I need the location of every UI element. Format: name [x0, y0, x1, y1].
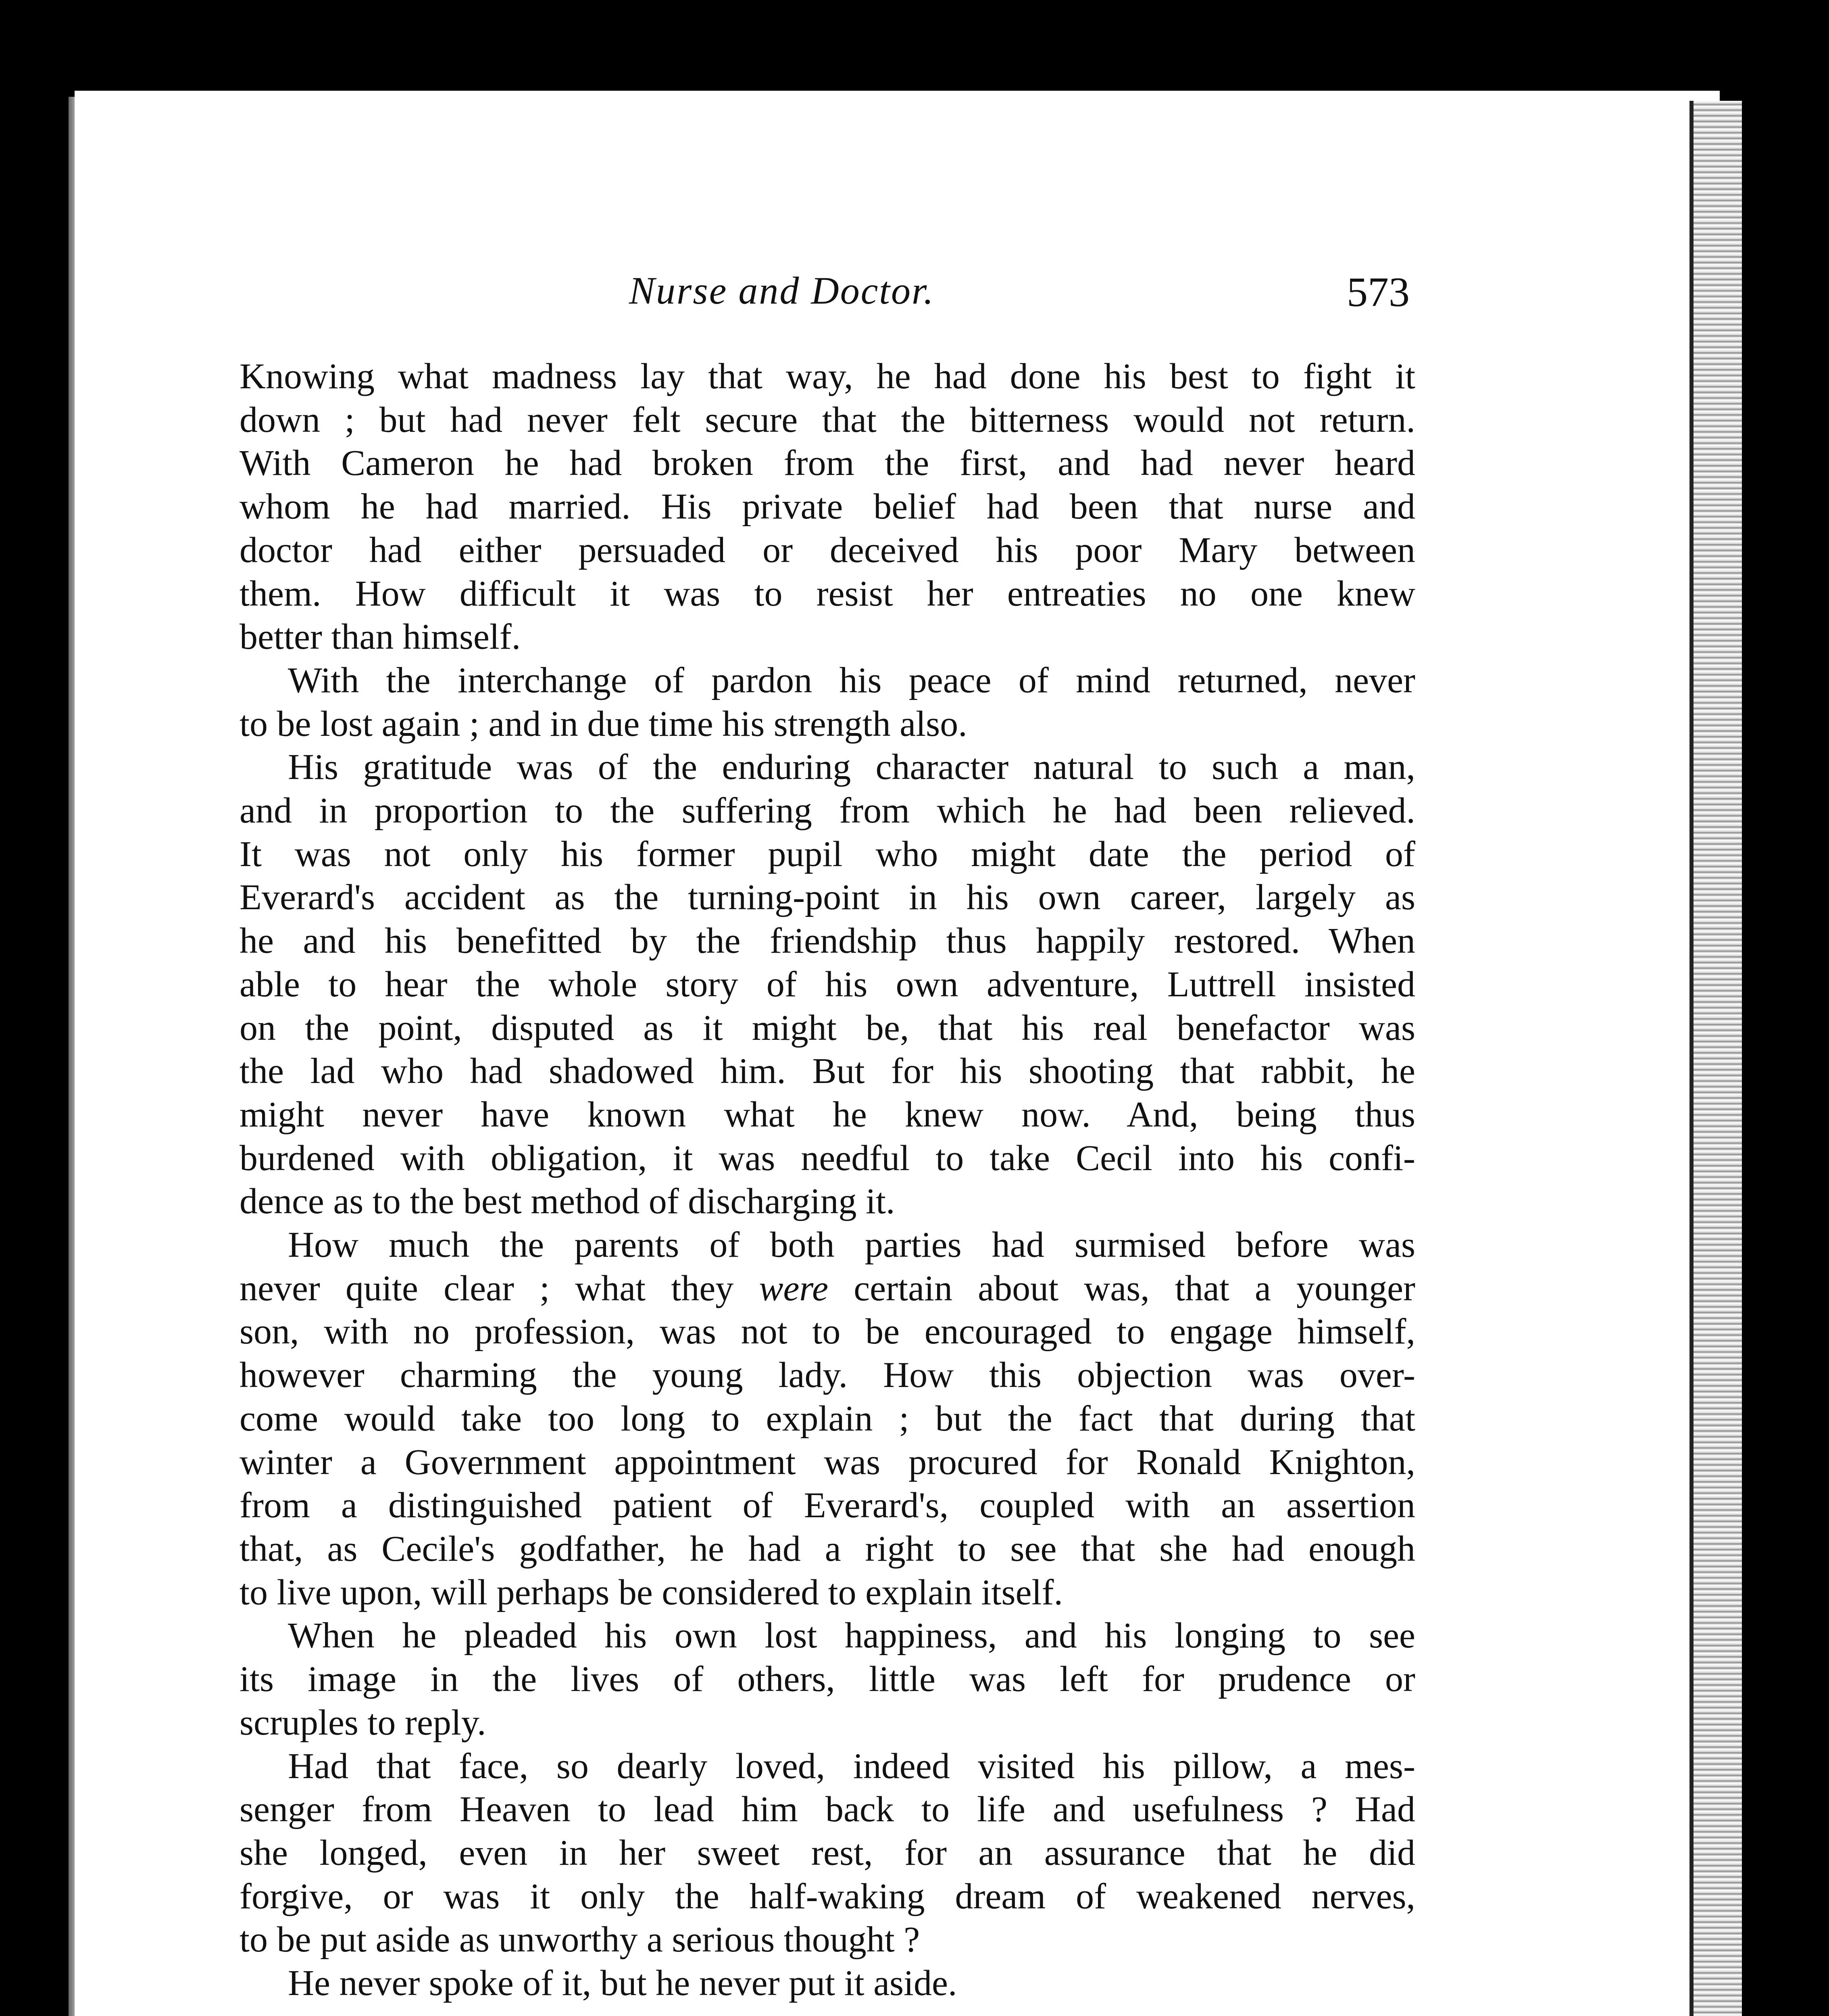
text-line: to live upon, will perhaps be considered to explain itself. — [240, 1572, 1063, 1612]
text-line: come would take too long to explain ; but the fact that during that — [240, 1398, 1415, 1439]
text-line: to be put aside as unworthy a serious thought ? — [240, 1920, 920, 1960]
text-line: able to hear the whole story of his own adventure, Luttrell insisted — [240, 964, 1415, 1004]
text-line: on the point, disputed as it might be, that his real benefactor was — [240, 1008, 1415, 1048]
text-line: he and his benefitted by the friendship thus happily restored. When — [240, 921, 1415, 961]
text-line: from a distinguished patient of Everard's, coupled with an assertion — [240, 1485, 1415, 1526]
text-line: burdened with obligation, it was needful to take Cecil into his confi- — [240, 1138, 1415, 1178]
text-line: might never have known what he knew now. And, being thus — [240, 1094, 1415, 1135]
text-line: that, as Cecile's godfather, he had a right to see that she had enough — [240, 1529, 1415, 1569]
text-line: He never spoke of it, but he never put it aside. — [288, 1963, 957, 2004]
text-line: to be lost again ; and in due time his strength also. — [240, 704, 967, 744]
text-line: the lad who had shadowed him. But for his shooting that rabbit, he — [240, 1051, 1415, 1091]
text-line: down ; but had never felt secure that the bitterness would not return. — [240, 400, 1415, 440]
text-line: winter a Government appointment was procured for Ronald Knighton, — [240, 1442, 1415, 1482]
text-line: scruples to reply. — [240, 1702, 486, 1743]
text-line: With the interchange of pardon his peace of mind returned, never — [288, 660, 1415, 700]
text-line: When he pleaded his own lost happiness, and his longing to see — [288, 1616, 1415, 1656]
text-line: Knowing what madness lay that way, he had done his best to fight it — [240, 356, 1415, 396]
text-line: Had that face, so dearly loved, indeed visited his pillow, a mes- — [288, 1746, 1415, 1786]
page-right-edge — [1689, 101, 1742, 2016]
text-line: With Cameron he had broken from the first, and had never heard — [240, 443, 1415, 483]
text-line: dence as to the best method of discharging it. — [240, 1181, 895, 1222]
running-title: Nurse and Doctor. — [629, 269, 935, 312]
text-line: His gratitude was of the enduring character natural to such a man, — [288, 747, 1415, 787]
text-line: never quite clear ; what they were certain about was, that a younger — [240, 1268, 1415, 1308]
text-line: however charming the young lady. How this objection was over- — [240, 1355, 1415, 1395]
text-line: whom he had married. His private belief had been that nurse and — [240, 487, 1415, 527]
text-line: It was not only his former pupil who might date the period of — [240, 834, 1415, 874]
text-line: How much the parents of both parties had surmised before was — [288, 1225, 1415, 1265]
text-line: she longed, even in her sweet rest, for an assurance that he did — [240, 1833, 1415, 1873]
text-line: forgive, or was it only the half-waking dream of weakened nerves, — [240, 1876, 1415, 1916]
text-line: them. How difficult it was to resist her entreaties no one knew — [240, 573, 1415, 614]
text-line: senger from Heaven to lead him back to life and usefulness ? Had — [240, 1789, 1415, 1830]
text-line: son, with no profession, was not to be encouraged to engage himself, — [240, 1312, 1415, 1352]
text-line: Everard's accident as the turning-point in his own career, largely as — [240, 877, 1415, 918]
text-line: and in proportion to the suffering from which he had been relieved. — [240, 791, 1415, 831]
text-line: doctor had either persuaded or deceived his poor Mary between — [240, 530, 1415, 570]
body-text — [240, 355, 1415, 2005]
text-line: better than himself. — [240, 617, 521, 657]
page-number: 573 — [1347, 269, 1410, 315]
text-line: its image in the lives of others, little was left for prudence or — [240, 1659, 1415, 1699]
